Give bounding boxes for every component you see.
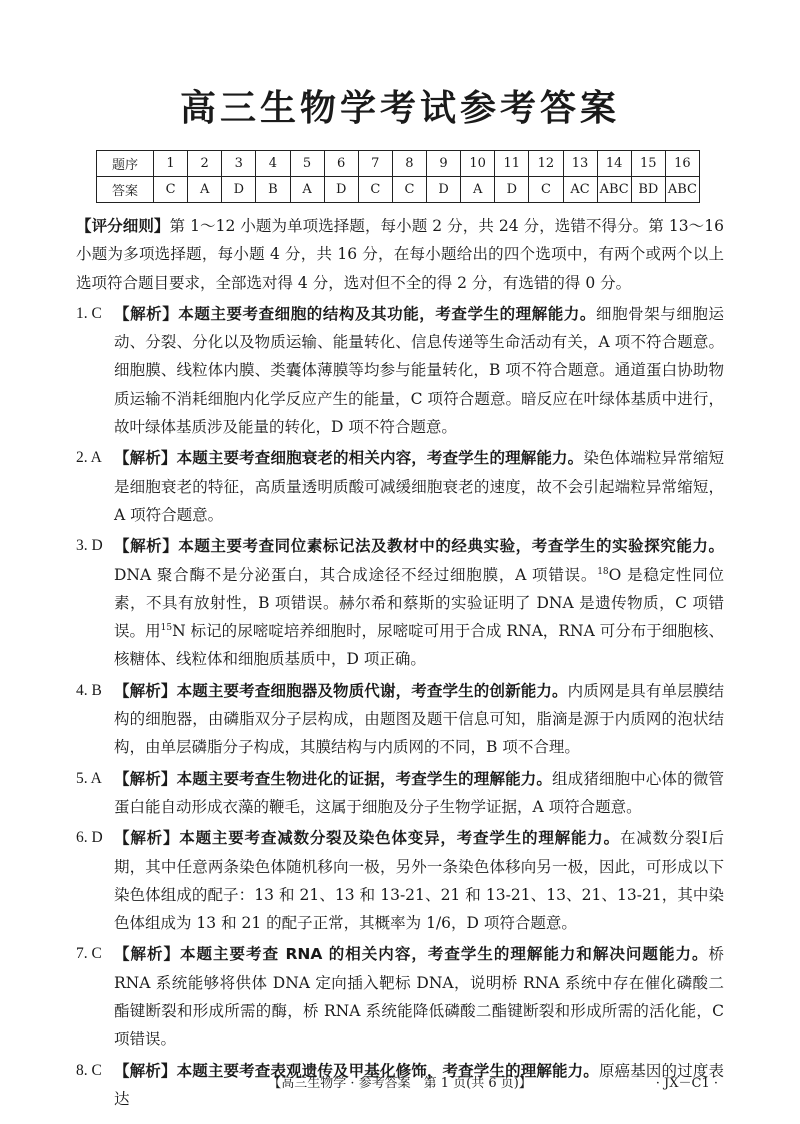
- scoring-label: 【评分细则】: [76, 217, 170, 235]
- question-number: 1: [154, 151, 188, 177]
- scoring-text: 第 1～12 小题为单项选择题，每小题 2 分，共 24 分，选错不得分。第 13～16 小题为多项选择题，每小题 4 分，共 16 分，在每小题给出的四个选项中，有两个或两个以上选项符合题目要求，全部选对得 4 分，选对但不全的得 2 分，有选错的得 0 分。: [76, 217, 724, 292]
- analysis-text: O 是稳定性同位素，不具有放射性，B 项错误。赫尔希和蔡斯的实验证明了 DNA 是遗传物质，C 项错误。用: [114, 565, 724, 641]
- analysis-text: 原癌基因的过度表达: [114, 1061, 724, 1108]
- question-number-row: [97, 151, 700, 177]
- analysis-focus: 本题主要考查细胞衰老的相关内容，考查学生的理解能力。: [176, 449, 584, 468]
- explanation-item-2: [76, 444, 724, 529]
- analysis-text: N 标记的尿嘧啶培养细胞时，尿嘧啶可用于合成 RNA，RNA 可分布于细胞核、核糖体、线粒体和细胞质基质中，D 项正确。: [114, 622, 724, 669]
- explanation-item-4: [76, 677, 724, 762]
- item-number: 3. D: [76, 537, 103, 555]
- question-number: 9: [427, 151, 461, 177]
- question-number: 7: [358, 151, 392, 177]
- analysis-tag: 【解析】: [114, 304, 179, 323]
- analysis-text: 在减数分裂Ⅰ后期，其中任意两条染色体随机移向一极，另外一条染色体移向另一极，因此，可形成以下染色体组成的配子：13 和 21、13 和 13-21、21 和 13-21、13、21、13-21，其中染色体组成为 13 和 21 的配子正常，其概率为 1/6，D 项符合题意。: [114, 829, 724, 933]
- row-label: 题序: [97, 151, 154, 177]
- answer-cell: AC: [563, 177, 597, 203]
- answer-table: [96, 150, 700, 203]
- question-number: 10: [461, 151, 495, 177]
- analysis-tag: 【解析】: [114, 681, 177, 700]
- analysis-text: 桥 RNA 系统能够将供体 DNA 定向插入靶标 DNA，说明桥 RNA 系统中存在催化磷酸二酯键断裂和形成所需的酶，桥 RNA 系统能降低磷酸二酯键断裂和形成所需的活化能，C 项错误。: [114, 945, 724, 1049]
- item-number: 6. D: [76, 829, 103, 847]
- item-number: 5. A: [76, 769, 102, 787]
- question-number: 13: [563, 151, 597, 177]
- explanation-item-1: [76, 300, 724, 441]
- answer-cell: A: [188, 177, 222, 203]
- question-number: 15: [631, 151, 665, 177]
- row-label: 答案: [97, 177, 154, 203]
- analysis-focus: 本题主要考查减数分裂及染色体变异，考查学生的理解能力。: [179, 829, 620, 848]
- answer-explanations: [76, 212, 724, 1116]
- explanation-item-6: [76, 824, 724, 937]
- answer-cell: B: [256, 177, 290, 203]
- explanation-item-5: [76, 765, 724, 822]
- analysis-focus: 本题主要考查生物进化的证据，考查学生的理解能力。: [176, 769, 553, 788]
- analysis-tag: 【解析】: [114, 829, 180, 848]
- question-number: 16: [665, 151, 699, 177]
- analysis-text: 细胞骨架与细胞运动、分裂、分化以及物质运输、能量转化、信息传递等生命活动有关，A 项不符合题意。细胞膜、线粒体内膜、类囊体薄膜等均参与能量转化，B 项不符合题意。通道蛋白协助物质运输不消耗细胞内化学反应产生的能量，C 项符合题意。暗反应在叶绿体基质中进行，故叶绿体基质涉及能量的转化，D 项不符合题意。: [114, 304, 724, 437]
- answer-cell: C: [358, 177, 392, 203]
- question-number: 2: [188, 151, 222, 177]
- answer-cell: C: [154, 177, 188, 203]
- question-number: 12: [529, 151, 563, 177]
- item-number: 1. C: [76, 304, 102, 322]
- question-number: 4: [256, 151, 290, 177]
- explanation-item-7: [76, 940, 724, 1053]
- answer-cell: ABC: [665, 177, 699, 203]
- item-number: 2. A: [76, 449, 102, 467]
- explanation-item-3: [76, 532, 724, 673]
- answer-cell: D: [427, 177, 461, 203]
- answer-row: [97, 177, 700, 203]
- isotope-mass-number: 18: [597, 566, 609, 577]
- answer-cell: A: [461, 177, 495, 203]
- answer-cell: C: [392, 177, 426, 203]
- analysis-tag: 【解析】: [114, 1061, 177, 1080]
- answer-cell: C: [529, 177, 563, 203]
- page-title: 高三生物学考试参考答案: [179, 88, 620, 129]
- item-number: 7. C: [76, 945, 102, 963]
- analysis-focus: 本题主要考查 RNA 的相关内容，考查学生的理解能力和解决问题能力。: [180, 945, 709, 964]
- answer-cell: A: [290, 177, 324, 203]
- answer-cell: D: [222, 177, 256, 203]
- question-number: 14: [597, 151, 631, 177]
- question-number: 3: [222, 151, 256, 177]
- analysis-text: 组成猪细胞中心体的微管蛋白能自动形成衣藻的鞭毛，这属于细胞及分子生物学证据，A 项符合题意。: [114, 769, 724, 816]
- item-number: 8. C: [76, 1061, 102, 1079]
- footer-exam-code: · JX－C1 ·: [655, 1076, 718, 1091]
- answer-cell: D: [495, 177, 529, 203]
- answer-cell: D: [324, 177, 358, 203]
- analysis-focus: 本题主要考查细胞的结构及其功能，考查学生的理解能力。: [178, 304, 596, 323]
- question-number: 8: [392, 151, 426, 177]
- scoring-rules: [76, 212, 724, 297]
- question-number: 5: [290, 151, 324, 177]
- analysis-tag: 【解析】: [114, 537, 179, 556]
- analysis-tag: 【解析】: [114, 945, 181, 964]
- analysis-tag: 【解析】: [114, 449, 177, 468]
- analysis-text: DNA 聚合酶不是分泌蛋白，其合成途径不经过细胞膜，A 项错误。: [114, 565, 598, 584]
- analysis-text: 染色体端粒异常缩短是细胞衰老的特征，高质量透明质酸可减缓细胞衰老的速度，故不会引起端粒异常缩短，A 项符合题意。: [114, 449, 724, 524]
- analysis-focus: 本题主要考查同位素标记法及教材中的经典实验，考查学生的实验探究能力。: [178, 537, 724, 556]
- answer-cell: BD: [631, 177, 665, 203]
- analysis-text: 内质网是具有单层膜结构的细胞器，由磷脂双分子层构成，由题图及题干信息可知，脂滴是源于内质网的泡状结构，由单层磷脂分子构成，其膜结构与内质网的不同，B 项不合理。: [114, 681, 724, 757]
- footer-page-info: 【高三生物学 · 参考答案 第 1 页(共 6 页)】: [268, 1076, 532, 1091]
- page-footer: [0, 1072, 800, 1096]
- analysis-focus: 本题主要考查表观遗传及甲基化修饰，考查学生的理解能力。: [176, 1061, 599, 1080]
- analysis-focus: 本题主要考查细胞器及物质代谢，考查学生的创新能力。: [176, 681, 568, 700]
- isotope-mass-number: 15: [160, 623, 173, 633]
- question-number: 11: [495, 151, 529, 177]
- answer-cell: ABC: [597, 177, 631, 203]
- question-number: 6: [324, 151, 358, 177]
- analysis-tag: 【解析】: [114, 769, 177, 788]
- item-number: 4. B: [76, 681, 102, 699]
